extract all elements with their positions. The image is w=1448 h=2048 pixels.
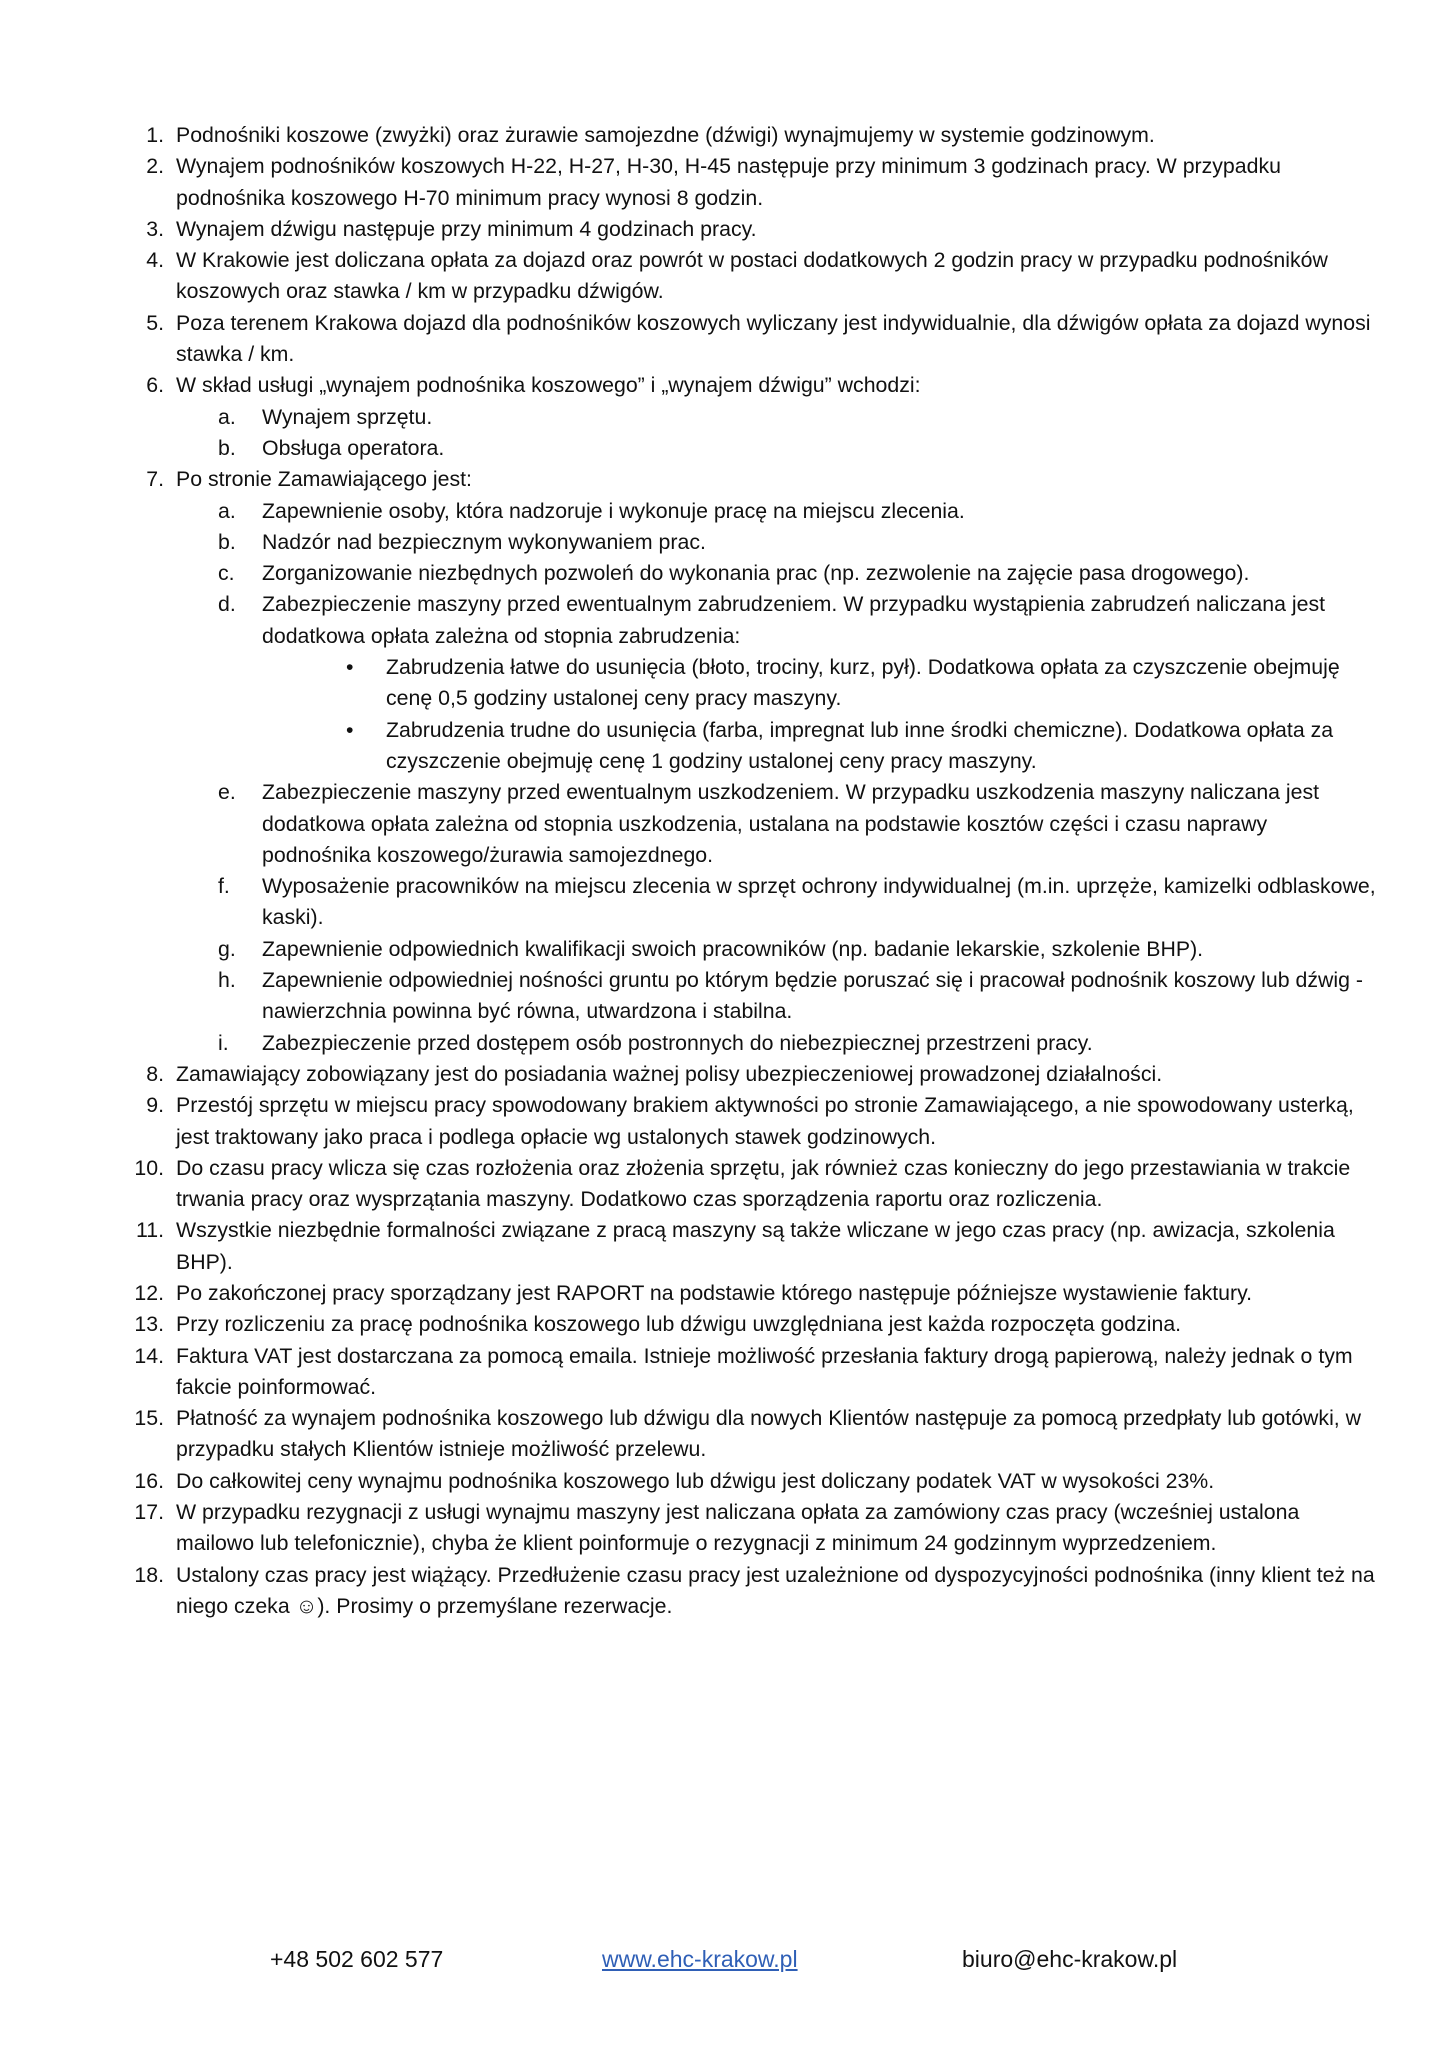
list-item <box>130 1403 1380 1466</box>
sub-item <box>130 558 1380 589</box>
sub-item-text: Wyposażenie pracowników na miejscu zlecenia w sprzęt ochrony indywidualnej (m.in. uprzęże, kamizelki odblaskowe, kaski). <box>262 874 1376 930</box>
sub-item <box>130 934 1380 965</box>
bullet-icon: • <box>346 655 354 680</box>
item-number: 7. <box>146 467 164 492</box>
item-text: W Krakowie jest doliczana opłata za dojazd oraz powrót w postaci dodatkowych 2 godzin pracy w przypadku podnośników koszowych oraz stawka / km w przypadku dźwigów. <box>176 248 1328 304</box>
item-text: W przypadku rezygnacji z usługi wynajmu maszyny jest naliczana opłata za zamówiony czas pracy (wcześniej ustalona mailowo lub telefonicznie), chyba że klient poinformuje o rezygnacji z minimum 24 godzinnym wyprzedzeniem. <box>176 1500 1300 1556</box>
item-text: Faktura VAT jest dostarczana za pomocą emaila. Istnieje możliwość przesłania faktury drogą papierową, należy jednak o tym fakcie poinformować. <box>176 1343 1353 1399</box>
list-item <box>130 1341 1380 1404</box>
sub-item <box>130 589 1380 652</box>
sub-item-text: Zabezpieczenie maszyny przed ewentualnym zabrudzeniem. W przypadku wystąpienia zabrudzeń naliczana jest dodatkowa opłata zależna od stopnia zabrudzenia: <box>262 592 1326 648</box>
list-item <box>130 1278 1380 1309</box>
sub-item-letter: d. <box>218 592 236 617</box>
item-text: Przestój sprzętu w miejscu pracy spowodowany brakiem aktywności po stronie Zamawiającego, a nie spowodowany usterką, jest traktowany jako praca i podlega opłacie wg ustalonych stawek godzinowych. <box>176 1093 1354 1149</box>
list-item <box>130 245 1380 308</box>
sub-item <box>130 965 1380 1028</box>
footer-phone: +48 502 602 577 <box>270 1946 444 1972</box>
bullet-text: Zabrudzenia łatwe do usunięcia (błoto, trociny, kurz, pył). Dodatkowa opłata za czyszczenie obejmuję cenę 0,5 godziny ustalonej ceny pracy maszyny. <box>386 655 1340 711</box>
item-text: Przy rozliczeniu za pracę podnośnika koszowego lub dźwigu uwzględniana jest każda rozpoczęta godzina. <box>176 1312 1182 1337</box>
item-number: 8. <box>146 1061 164 1086</box>
item-number: 1. <box>146 123 164 147</box>
item-number: 5. <box>146 310 164 335</box>
terms-list <box>130 120 1380 1622</box>
item-text: Do czasu pracy wlicza się czas rozłożenia oraz złożenia sprzętu, jak również czas konieczny do jego przestawiania w trakcie trwania pracy oraz wysprzątania maszyny. Dodatkowo czas sporządzenia raportu oraz rozliczenia. <box>176 1155 1351 1212</box>
bullet-item <box>130 652 1380 715</box>
item-number: 4. <box>146 248 164 273</box>
list-item <box>130 308 1380 371</box>
item-text: Po zakończonej pracy sporządzany jest RAPORT na podstawie którego następuje późniejsze wystawienie faktury. <box>176 1280 1253 1305</box>
footer <box>0 1943 1448 1975</box>
list-item <box>130 214 1380 245</box>
sub-item <box>130 777 1380 871</box>
sub-item-text: Zorganizowanie niezbędnych pozwoleń do wykonania prac (np. zezwolenie na zajęcie pasa drogowego). <box>262 561 1250 586</box>
item-number: 12. <box>134 1280 164 1305</box>
footer-email: biuro@ehc-krakow.pl <box>962 1946 1178 1972</box>
item-text: Wszystkie niezbędnie formalności związane z pracą maszyny są także wliczane w jego czas pracy (np. awizacja, szkolenia BHP). <box>176 1218 1335 1274</box>
item-number: 13. <box>134 1312 164 1337</box>
item-number: 9. <box>146 1093 164 1118</box>
list-item <box>130 370 1380 401</box>
item-text: Wynajem dźwigu następuje przy minimum 4 godzinach pracy. <box>176 216 757 241</box>
item-number: 17. <box>134 1500 164 1525</box>
list-item <box>130 120 1380 151</box>
bullet-text: Zabrudzenia trudne do usunięcia (farba, impregnat lub inne środki chemiczne). Dodatkowa opłata za czyszczenie obejmuję cenę 1 godziny ustalonej ceny pracy maszyny. <box>386 717 1334 773</box>
list-item <box>130 1059 1380 1090</box>
sub-item-letter: a. <box>218 498 236 523</box>
sub-item <box>130 527 1380 558</box>
sub-item <box>130 433 1380 464</box>
item-text: Podnośniki koszowe (zwyżki) oraz żurawie samojezdne (dźwigi) wynajmujemy w systemie godzinowym. <box>176 123 1155 147</box>
sub-item-text: Zabezpieczenie maszyny przed ewentualnym uszkodzeniem. W przypadku uszkodzenia maszyny naliczana jest dodatkowa opłata zależna od stopnia uszkodzenia, ustalana na podstawie kosztów części i czasu naprawy podnośnika koszowego/żurawia samojezdnego. <box>262 780 1320 867</box>
sub-item <box>130 402 1380 433</box>
item-number: 18. <box>134 1562 164 1587</box>
item-text: Płatność za wynajem podnośnika koszowego lub dźwigu dla nowych Klientów następuje za pomocą przedpłaty lub gotówki, w przypadku stałych Klientów istnieje możliwość przelewu. <box>176 1406 1362 1462</box>
item-number: 14. <box>134 1343 164 1368</box>
sub-item-letter: i. <box>218 1030 229 1055</box>
footer-website-link[interactable]: www.ehc-krakow.pl <box>602 1946 798 1972</box>
item-number: 6. <box>146 373 164 398</box>
item-number: 16. <box>134 1468 164 1493</box>
sub-item-letter: f. <box>218 874 230 899</box>
list-item <box>130 151 1380 214</box>
sub-item-letter: b. <box>218 529 236 554</box>
sub-item-letter: b. <box>218 435 236 460</box>
sub-item-text: Zabezpieczenie przed dostępem osób postronnych do niebezpiecznej przestrzeni pracy. <box>262 1030 1093 1055</box>
item-text: Do całkowitej ceny wynajmu podnośnika koszowego lub dźwigu jest doliczany podatek VAT w wysokości 23%. <box>176 1468 1215 1493</box>
list-item <box>130 1560 1380 1623</box>
sub-item-text: Wynajem sprzętu. <box>262 404 433 429</box>
bullet-item <box>130 715 1380 778</box>
sub-item-text: Zapewnienie odpowiednich kwalifikacji swoich pracowników (np. badanie lekarskie, szkolenie BHP). <box>262 936 1204 961</box>
sub-item-letter: h. <box>218 968 236 993</box>
sub-item <box>130 496 1380 527</box>
list-item <box>130 1497 1380 1560</box>
list-item <box>130 464 1380 495</box>
list-item <box>130 1309 1380 1340</box>
item-text: Po stronie Zamawiającego jest: <box>176 467 472 492</box>
sub-item-text: Zapewnienie odpowiedniej nośności gruntu po którym będzie poruszać się i pracował podnośnik koszowy lub dźwig - nawierzchnia powinna być równa, utwardzona i stabilna. <box>262 968 1363 1024</box>
item-text: Poza terenem Krakowa dojazd dla podnośników koszowych wyliczany jest indywidualnie, dla dźwigów opłata za dojazd wynosi stawka / km. <box>176 310 1371 367</box>
item-text: Ustalony czas pracy jest wiążący. Przedłużenie czasu pracy jest uzależnione od dyspozycyjności podnośnika (inny klient też na niego czeka ☺). Prosimy o przemyślane rezerwacje. <box>176 1562 1375 1618</box>
sub-item-text: Obsługa operatora. <box>262 435 445 460</box>
list-item <box>130 1153 1380 1216</box>
sub-item-letter: e. <box>218 780 236 805</box>
sub-item-text: Nadzór nad bezpiecznym wykonywaniem prac. <box>262 529 706 554</box>
sub-item-letter: a. <box>218 404 236 429</box>
sub-item-letter: c. <box>218 561 235 586</box>
bullet-icon: • <box>346 717 354 742</box>
sub-item <box>130 1028 1380 1059</box>
item-text: W skład usługi „wynajem podnośnika koszowego” i „wynajem dźwigu” wchodzi: <box>176 373 921 398</box>
sub-item-text: Zapewnienie osoby, która nadzoruje i wykonuje pracę na miejscu zlecenia. <box>262 498 965 523</box>
list-item <box>130 1090 1380 1153</box>
list-item <box>130 1215 1380 1278</box>
item-number: 3. <box>146 216 164 241</box>
item-number: 15. <box>134 1406 164 1431</box>
list-item <box>130 1466 1380 1497</box>
item-number: 11. <box>135 1218 164 1243</box>
item-number: 2. <box>146 154 164 179</box>
sub-item <box>130 871 1380 934</box>
sub-item-letter: g. <box>218 936 236 961</box>
item-number: 10. <box>134 1155 164 1180</box>
item-text: Wynajem podnośników koszowych H-22, H-27, H-30, H-45 następuje przy minimum 3 godzinach pracy. W przypadku podnośnika koszowego H-70 minimum pracy wynosi 8 godzin. <box>176 154 1281 210</box>
item-text: Zamawiający zobowiązany jest do posiadania ważnej polisy ubezpieczeniowej prowadzonej działalności. <box>176 1061 1163 1086</box>
